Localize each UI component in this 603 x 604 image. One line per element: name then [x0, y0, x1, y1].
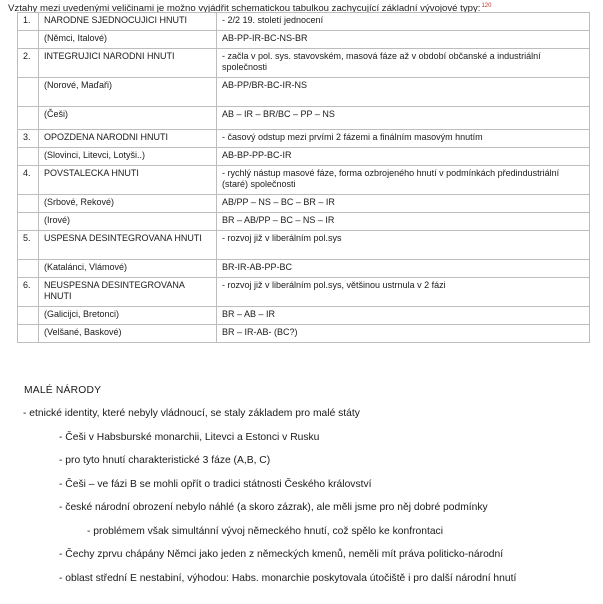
row-number — [18, 213, 39, 231]
row-number: 4. — [18, 166, 39, 195]
table-row — [18, 130, 590, 148]
row-number — [18, 78, 39, 107]
footnote-reference[interactable]: 120 — [481, 3, 492, 9]
movement-name: OPOZDENA NARODNI HNUTI — [39, 130, 217, 148]
table-row — [18, 231, 590, 260]
row-number — [18, 307, 39, 325]
row-number — [18, 107, 39, 130]
row-number: 3. — [18, 130, 39, 148]
table-row — [18, 213, 590, 231]
table-row — [18, 13, 590, 31]
national-movement-types-table — [17, 12, 590, 343]
movement-description: BR – AB – IR — [217, 307, 590, 325]
movement-name: INTEGRUJICI NARODNI HNUTI — [39, 49, 217, 78]
section-heading: MALÉ NÁRODY — [24, 385, 102, 396]
small-nations-notes — [24, 385, 599, 596]
row-number: 2. — [18, 49, 39, 78]
table-row — [18, 31, 590, 49]
row-number — [18, 148, 39, 166]
movement-description: - rozvoj již v liberálním pol.sys — [217, 231, 590, 260]
note-line: - české národní obrození nebylo náhlé (a skoro zázrak), ale měli jsme pro něj dobré podmínky — [59, 502, 488, 513]
movement-description: - začla v pol. sys. stavovském, masová fáze až v období občanské a industriální společnosti — [217, 49, 590, 78]
movement-description: BR-IR-AB-PP-BC — [217, 260, 590, 278]
movement-description: AB-BP-PP-BC-IR — [217, 148, 590, 166]
table-row — [18, 107, 590, 130]
movement-name: (Velšané, Baskové) — [39, 325, 217, 343]
movement-name: NEUSPESNA DESINTEGROVANA HNUTI — [39, 278, 217, 307]
table-row — [18, 325, 590, 343]
movement-name: (Galicijci, Bretonci) — [39, 307, 217, 325]
note-line: - Češi – ve fázi B se mohli opřít o tradici státnosti Českého království — [59, 478, 372, 490]
movement-name: (Srbové, Rekové) — [39, 195, 217, 213]
table-row — [18, 49, 590, 78]
movement-name: (Irové) — [39, 213, 217, 231]
movement-description: - rychlý nástup masové fáze, forma ozbrojeného hnutí v podmínkách předindustriální (staré) společnosti — [217, 166, 590, 195]
row-number — [18, 260, 39, 278]
movement-name: (Němci, Italové) — [39, 31, 217, 49]
movement-description: BR – AB/PP – BC – NS – IR — [217, 213, 590, 231]
movement-name: POVSTALECKA HNUTI — [39, 166, 217, 195]
movement-name: (Češi) — [39, 107, 217, 130]
table-body — [18, 13, 590, 343]
table-row — [18, 307, 590, 325]
row-number — [18, 31, 39, 49]
note-line: - problémem však simultánní vývoj německého hnutí, což spělo ke konfrontaci — [87, 525, 443, 537]
row-number — [18, 325, 39, 343]
movement-description: BR – IR-AB- (BC?) — [217, 325, 590, 343]
table-row — [18, 260, 590, 278]
intro-text: Vztahy mezi uvedenými veličinami je možno vyjádřit schematickou tabulkou zachycující základní vývojové typy: — [8, 3, 481, 15]
note-line: - Češi v Habsburské monarchii, Litevci a Estonci v Rusku — [59, 431, 320, 443]
movement-description: - rozvoj již v liberálním pol.sys, většinou ustrnula v 2 fázi — [217, 278, 590, 307]
movement-name: USPESNA DESINTEGROVANA HNUTI — [39, 231, 217, 260]
movement-name: NARODNE SJEDNOCUJICI HNUTI — [39, 13, 217, 31]
movement-description: - časový odstup mezi prvími 2 fázemi a finálním masovým hnutím — [217, 130, 590, 148]
note-line: - oblast střední E nestabiní, výhodou: Habs. monarchie poskytovala útočiště i pro další národní hnutí — [59, 572, 517, 584]
row-number: 1. — [18, 13, 39, 31]
table-row — [18, 148, 590, 166]
movement-name: (Katalánci, Vlámové) — [39, 260, 217, 278]
note-line: - etnické identity, které nebyly vládnoucí, se staly základem pro malé státy — [23, 408, 360, 419]
movement-description: AB-PP/BR-BC-IR-NS — [217, 78, 590, 107]
note-line: - Čechy zprvu chápány Němci jako jeden z německých kmenů, neměli mít práva politicko-národní — [59, 549, 504, 560]
row-number — [18, 195, 39, 213]
row-number: 5. — [18, 231, 39, 260]
note-line: - pro tyto hnutí charakteristické 3 fáze (A,B, C) — [59, 455, 271, 466]
movement-name: (Norové, Maďaři) — [39, 78, 217, 107]
movement-description: - 2/2 19. století jednocení — [217, 13, 590, 31]
movement-name: (Slovinci, Litevci, Lotyši..) — [39, 148, 217, 166]
table-row — [18, 195, 590, 213]
movement-description: AB/PP – NS – BC – BR – IR — [217, 195, 590, 213]
table-row — [18, 166, 590, 195]
table-row — [18, 78, 590, 107]
movement-description: AB-PP-IR-BC-NS-BR — [217, 31, 590, 49]
row-number: 6. — [18, 278, 39, 307]
table-row — [18, 278, 590, 307]
movement-description: AB – IR – BR/BC – PP – NS — [217, 107, 590, 130]
